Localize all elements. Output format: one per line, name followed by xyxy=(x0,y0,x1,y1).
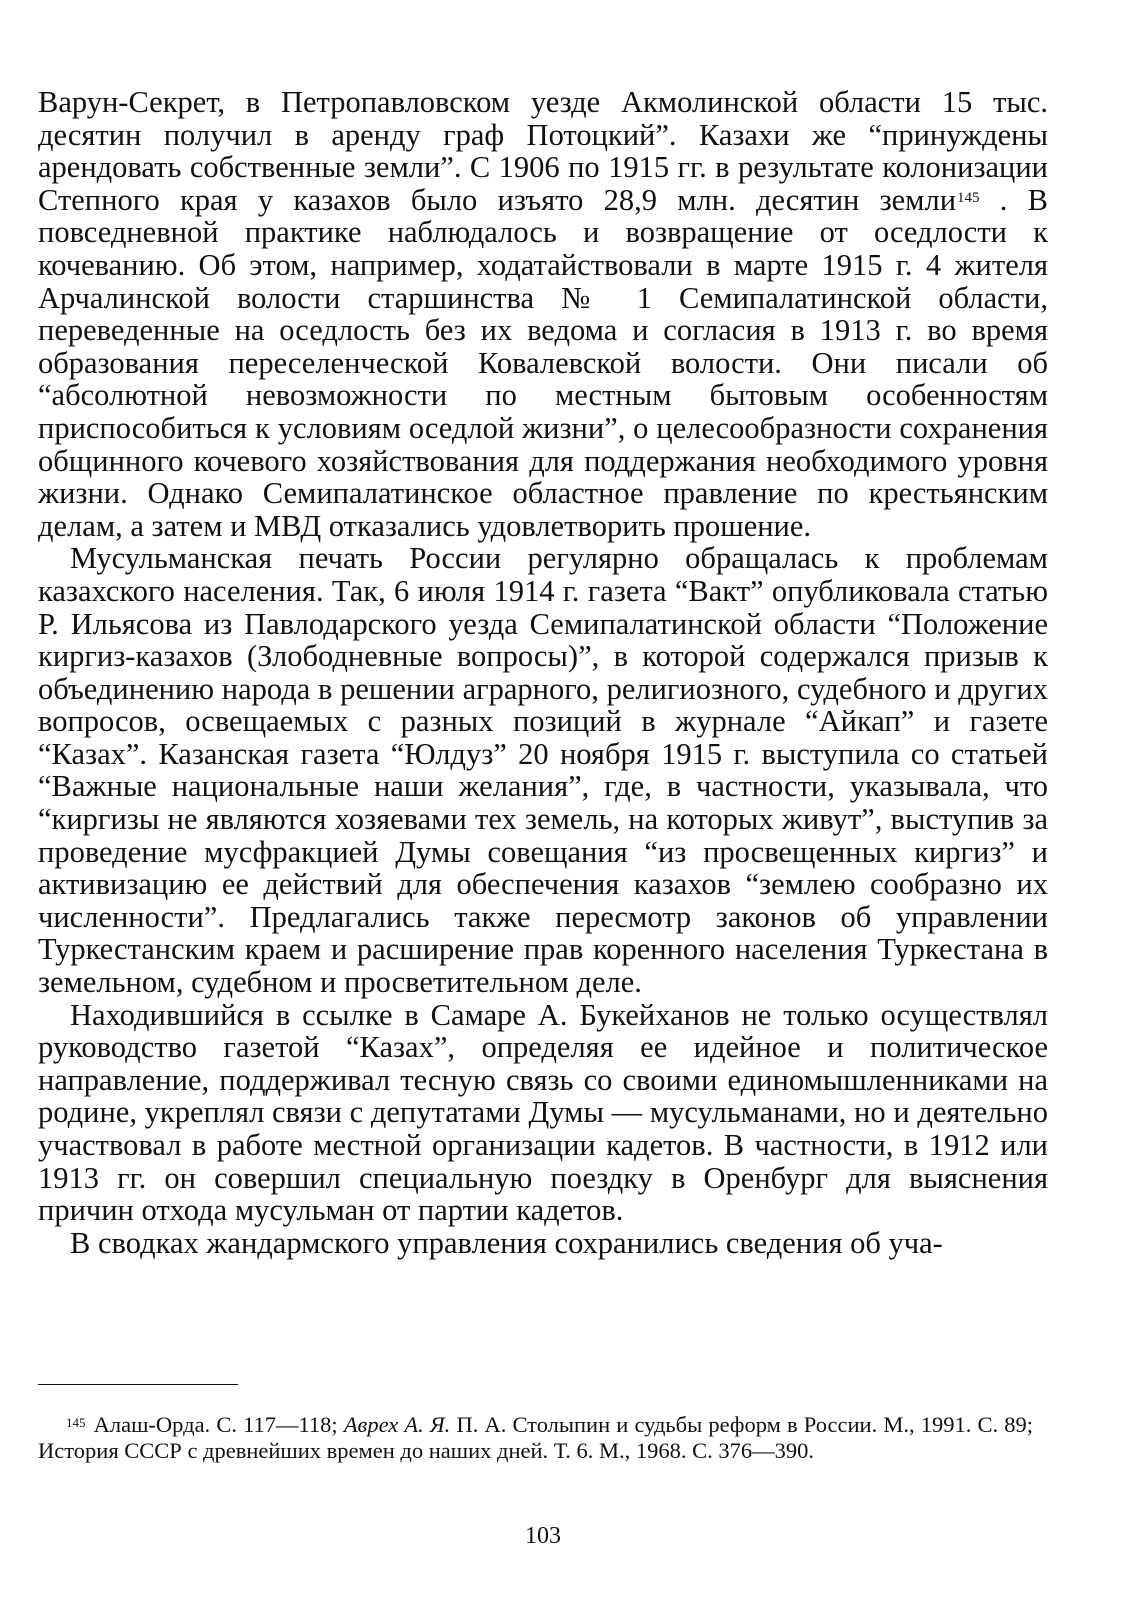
paragraph-text: Варун-Секрет, в Петропавловском уезде Акмолинской области 15 тыс. десятин получил в аренду граф Потоцкий”. Казахи же “принуждены арендовать собственные земли”. С 1906 по 1915 гг. в результате колонизации Степного края у казахов было изъято 28,9 млн. десятин земли xyxy=(38,85,1048,217)
paragraph xyxy=(38,999,1048,1227)
main-text xyxy=(38,86,1048,1259)
paragraph xyxy=(38,542,1048,998)
footnote-text-part-2: П. А. Столыпин и судьбы реформ в России. М., 1991. С. 89; История СССР с древнейших времен до наших дней. Т. 6. М., 1968. С. 376—390. xyxy=(38,1412,1034,1463)
footnote-separator xyxy=(38,1384,238,1385)
paragraph-text: В сводках жандармского управления сохранились сведения об уча- xyxy=(70,1225,943,1260)
footnote-reference: 145 xyxy=(957,189,980,206)
page-number: 103 xyxy=(525,1523,561,1549)
footnote-text-part-1: Алаш-Орда. С. 117—118; xyxy=(87,1412,344,1437)
paragraph-text: Находившийся в ссылке в Самаре А. Букейханов не только осуществлял руководство газетой “Казах”, определяя ее идейное и политическое направление, поддерживал тесную связь со своими единомышленниками на родине, укреплял связи с депутатами Думы — мусульманами, но и деятельно участвовал в работе местной организации кадетов. В частности, в 1912 или 1913 гг. он совершил специальную поездку в Оренбург для выяснения причин отхода мусульман от партии кадетов. xyxy=(38,997,1048,1228)
paragraph xyxy=(38,86,1048,542)
paragraph xyxy=(38,1227,1048,1260)
footnote-number: 145 xyxy=(66,1415,86,1430)
paragraph-text: . В повседневной практике наблюдалось и возвращение от оседлости к кочеванию. Об этом, например, ходатайствовали в марте 1915 г. 4 жителя Арчалинской волости старшинства № 1 Семипалатинской области, переведенные на оседлость без их ведома и согласия в 1913 г. во время образования переселенческой Ковалевской волости. Они писали об “абсолютной невозможности по местным бытовым особенностям приспособиться к условиям оседлой жизни”, о целесообразности сохранения общинного кочевого хозяйствования для поддержания необходимого уровня жизни. Однако Семипалатинское областное правление по крестьянским делам, а затем и МВД отказались удовлетворить прошение. xyxy=(38,182,1048,543)
footnote-author-italic: Аврех А. Я. xyxy=(343,1412,451,1437)
book-page xyxy=(38,86,1048,1586)
paragraph-text: Мусульманская печать России регулярно обращалась к проблемам казахского населения. Так, 6 июля 1914 г. газета “Вакт” опубликовала статью Р. Ильясова из Павлодарского уезда Семипалатинской области “Положение киргиз-казахов (Злободневные вопросы)”, в которой содержался призыв к объединению народа в решении аграрного, религиозного, судебного и других вопросов, освещаемых с разных позиций в журнале “Айкап” и газете “Казах”. Казанская газета “Юлдуз” 20 ноября 1915 г. выступила со статьей “Важные национальные наши желания”, где, в частности, указывала, что “киргизы не являются хозяевами тех земель, на которых живут”, выступив за проведение мусфракцией Думы совещания “из просвещенных киргиз” и активизацию ее действий для обеспечения казахов “землею сообразно их численности”. Предлагались также пересмотр законов об управлении Туркестанским краем и расширение прав коренного населения Туркестана в земельном, судебном и просветительном деле. xyxy=(38,541,1048,1000)
footnote-145 xyxy=(38,1412,1033,1463)
